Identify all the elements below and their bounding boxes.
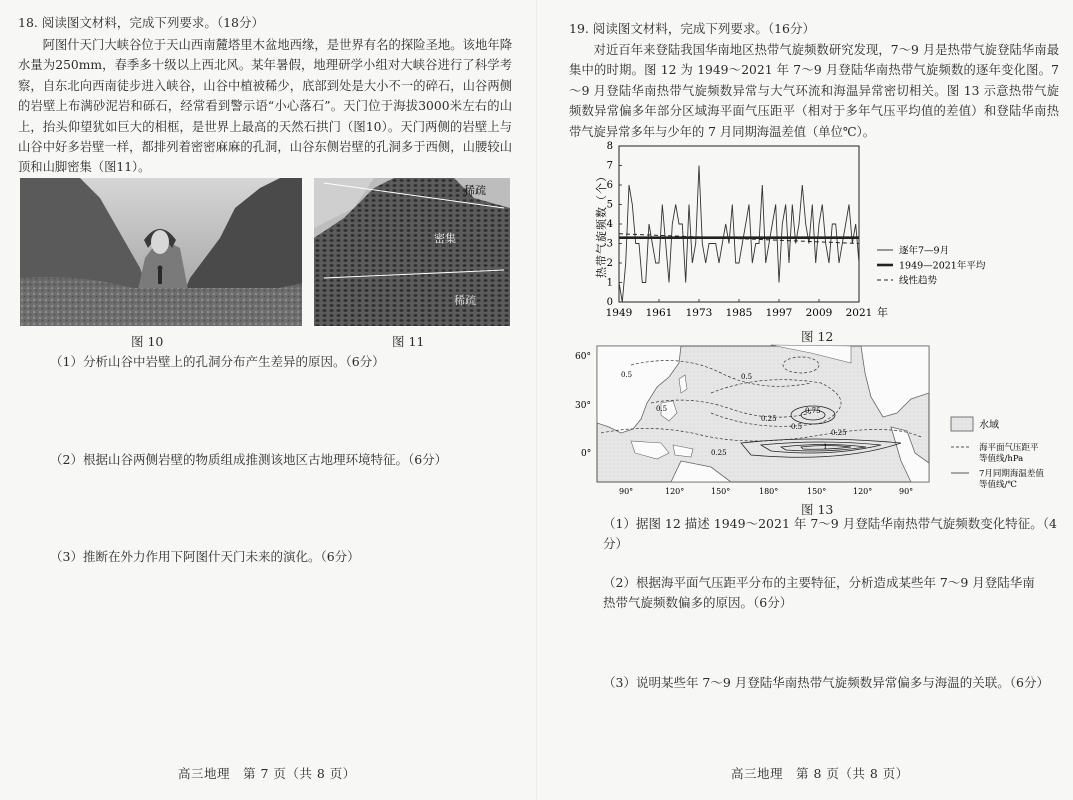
fig12-legend-label: 逐年7—9月 xyxy=(899,245,950,257)
legend-water: 水域 xyxy=(979,420,999,431)
q18-material: 阿图什天门大峡谷位于天山西南麓塔里木盆地西缘，是世界有名的探险圣地。该地年降水量为250mm，春季多十级以上西北风。某年暑假，地理研学小组对大峡谷进行了科学考察，自东北向西南徒步进入峡谷，山谷中植被稀少，底部到处是大小不一的碎石，山谷两侧的岩壁上布满砂泥岩和砾石，经常看到警示语“小心落石”。天门位于海拔3000米左右的山上，抬头仰望犹如巨大的相框，是世界上最高的天然石拱门（图10）。天门两侧的岩壁上与山谷中好多岩壁一样，都排列着密密麻麻的孔洞，山谷东侧岩壁的孔洞多于西侧，山腰较山顶和山脚密集（图11）。 xyxy=(18,38,512,175)
fig12-xlabel: 年 xyxy=(877,306,888,319)
q19-sub-2: （2）根据海平面气压距平分布的主要特征，分析造成某些年 7～9 月登陆华南热带气旋频数偏多的原因。（6分） xyxy=(603,575,1035,610)
contour-label-2: 0.5 xyxy=(656,405,668,413)
left-page xyxy=(0,0,536,800)
fig12-plot-frame xyxy=(619,146,859,302)
fig12-ytick-label: 2 xyxy=(606,258,613,269)
right-page xyxy=(537,0,1073,800)
fig12-ytick-label: 0 xyxy=(606,297,613,308)
fig12-legend-label: 线性趋势 xyxy=(899,275,938,287)
fig12-xtick-label: 1973 xyxy=(685,307,713,319)
lon-6: 120° xyxy=(853,487,873,496)
q19-material: 对近百年来登陆我国华南地区热带气旋频数研究发现，7～9 月是热带气旋登陆华南最集中的时期。图 12 为 1949～2021 年 7～9 月登陆华南热带气旋频数的逐年变化图。7～9 月登陆华南热带气旋频数异常与大气环流和海温异常密切相关。图 13 示意热带气旋频数异常偏多年部分区域海平面气压距平（相对于多年气压平均值的差值）和登陆华南热带气旋异常多年与少年的 7 月同期海温差值（单位℃）。 xyxy=(569,43,1059,139)
fig12-ytick-label: 3 xyxy=(606,238,613,250)
contour-label-1: 0.5 xyxy=(621,371,633,379)
q18-title: 18. 阅读图文材料，完成下列要求。（18分） xyxy=(18,15,265,30)
left-footer: 高三地理 第 7 页（共 8 页） xyxy=(178,766,356,781)
fig11-label-sparse-top: 稀疏 xyxy=(464,184,486,197)
contour-label-8: 0.25 xyxy=(711,449,727,457)
legend-sst-unit: 等值线/℃ xyxy=(979,480,1017,490)
figure-11-photo xyxy=(314,178,510,326)
figure-11-caption: 图 11 xyxy=(392,334,425,349)
lon-1: 90° xyxy=(619,487,634,496)
fig12-ytick-label: 6 xyxy=(606,180,613,191)
contour-label-9: 1 xyxy=(823,443,828,451)
figure-10-photo xyxy=(20,178,302,326)
figure-12-chart xyxy=(597,140,1017,328)
legend-water-swatch xyxy=(951,417,973,431)
q18-sub-3: （3）推断在外力作用下阿图什天门未来的演化。（6分） xyxy=(50,549,360,564)
contour-label-6: 0.5 xyxy=(791,423,803,431)
lat-60: 60° xyxy=(575,352,591,362)
q18-sub-2: （2）根据山谷两侧岩壁的物质组成推测该地区古地理环境特征。（6分） xyxy=(50,452,448,467)
lon-2: 120° xyxy=(665,487,685,496)
right-footer: 高三地理 第 8 页（共 8 页） xyxy=(731,766,909,781)
lat-0: 0° xyxy=(581,449,592,459)
fig12-ytick-label: 7 xyxy=(606,160,613,172)
q18-sub-1: （1）分析山谷中岩壁上的孔洞分布产生差异的原因。（6分） xyxy=(50,354,385,369)
legend-pressure-unit: 等值线/hPa xyxy=(979,454,1024,464)
lon-4: 180° xyxy=(759,487,779,496)
fig12-xtick-label: 2021 xyxy=(845,307,873,319)
fig11-label-sparse-bottom: 稀疏 xyxy=(454,294,476,307)
figure-13-caption: 图 13 xyxy=(801,502,834,517)
q19-title: 19. 阅读图文材料，完成下列要求。（16分） xyxy=(569,21,816,36)
fig12-ylabel: 热带气旋频数（个） xyxy=(595,170,608,278)
legend-pressure: 海平面气压距平 xyxy=(979,443,1039,453)
lon-3: 150° xyxy=(711,487,731,496)
fig12-xtick-label: 1997 xyxy=(765,307,793,319)
fig12-legend-label: 1949—2021年平均 xyxy=(899,260,986,272)
fig11-label-dense: 密集 xyxy=(434,232,456,245)
contour-label-5: 0.75 xyxy=(805,407,821,415)
fig12-xtick-label: 1961 xyxy=(645,307,673,319)
figure-10-caption: 图 10 xyxy=(131,334,164,349)
fig12-series-annual xyxy=(619,166,859,303)
fig12-ytick-label: 8 xyxy=(606,141,613,152)
contour-label-4: 0.25 xyxy=(761,415,777,423)
fig12-xtick-label: 1949 xyxy=(605,307,633,319)
fig12-ytick-label: 1 xyxy=(606,277,613,289)
contour-label-7: 0.25 xyxy=(831,429,847,437)
q19-sub-3: （3）说明某些年 7～9 月登陆华南热带气旋频数异常偏多与海温的关联。（6分） xyxy=(603,675,1050,690)
lon-7: 90° xyxy=(899,487,914,496)
lat-30: 30° xyxy=(575,401,591,411)
figure-13-map xyxy=(561,343,1057,499)
fig12-ytick-label: 4 xyxy=(606,219,613,230)
fig12-xtick-label: 1985 xyxy=(725,307,753,319)
fig12-ytick-label: 5 xyxy=(606,199,613,211)
q19-sub-1: （1）据图 12 描述 1949～2021 年 7～9 月登陆华南热带气旋频数变化特征。（4分） xyxy=(603,516,1057,551)
contour-label-3: 0.5 xyxy=(741,373,753,381)
figure-12-caption: 图 12 xyxy=(801,329,834,344)
fig12-xtick-label: 2009 xyxy=(805,307,833,319)
legend-sst: 7月同期海温差值 xyxy=(979,469,1044,479)
lon-5: 150° xyxy=(807,487,827,496)
